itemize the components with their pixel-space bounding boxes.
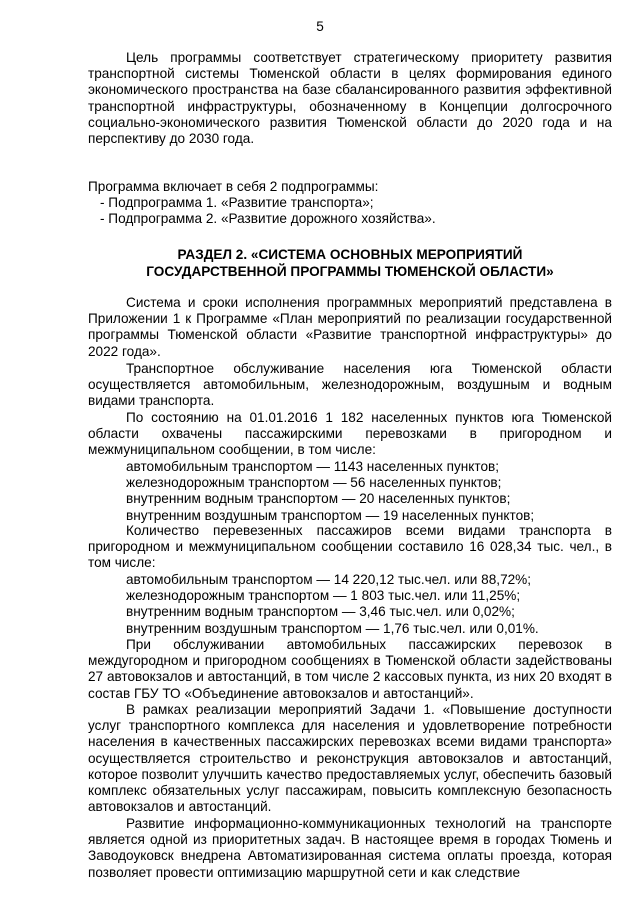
subprogram-item: - Подпрограмма 1. «Развитие транспорта»; — [100, 195, 374, 211]
passengers-list — [88, 572, 612, 637]
intro-paragraph: Цель программы соответствует стратегическому приоритету развития транспортной системы Тюменской области в целях формирования единого экономического пространства на базе сбалансированного развития эффективной транспортной инфраструктуры, обозначенному в Концепции долгосрочного социально-экономического развития Тюменской области до 2020 года и на перспективу до 2030 года. — [88, 50, 612, 147]
subprograms-block — [88, 179, 612, 228]
settlements-list — [88, 459, 612, 524]
list-item: железнодорожным транспортом — 1 803 тыс.чел. или 11,25%; — [126, 588, 521, 604]
list-item: внутренним водным транспортом — 3,46 тыс.чел. или 0,02%; — [126, 604, 515, 620]
paragraph-task-1: В рамках реализации мероприятий Задачи 1. «Повышение доступности услуг транспортного комплекса для населения и удовлетворение потребности населения в качественных пассажирских перевозках всеми видами транспорта» осуществляется строительство и реконструкция автовокзалов и автостанций, которое позволит улучшить качество предоставляемых услуг, обеспечить базовый комплекс обязательных услуг пассажирам, повысить комплексную безопасность автовокзалов и автостанций. — [88, 702, 612, 815]
paragraph-ict: Развитие информационно-коммуникационных технологий на транспорте является одной из приоритетных задач. В настоящее время в городах Тюмень и Заводоуковск внедрена Автоматизированная система оплаты проезда, которая позволяет провести оптимизацию маршрутной сети и как следствие — [88, 816, 612, 880]
paragraph-transport-service: Транспортное обслуживание населения юга Тюменской области осуществляется автомобильным, железнодорожным, воздушным и водным видами транспорта. — [88, 361, 612, 409]
paragraph-plan: Система и сроки исполнения программных мероприятий представлена в Приложении 1 к Программе «План мероприятий по реализации государственной программы Тюменской области «Развитие транспортной инфраструктуры» до 2022 года». — [88, 295, 612, 359]
list-item: внутренним водным транспортом — 20 населенных пунктов; — [126, 491, 511, 507]
list-item: автомобильным транспортом — 14 220,12 тыс.чел. или 88,72%; — [126, 572, 532, 587]
section-title-line: ГОСУДАРСТВЕННОЙ ПРОГРАММЫ ТЮМЕНСКОЙ ОБЛАСТИ» — [146, 264, 554, 279]
list-item: железнодорожным транспортом — 56 населенных пунктов; — [126, 475, 502, 491]
section-heading — [88, 246, 612, 280]
subprogram-item: - Подпрограмма 2. «Развитие дорожного хозяйства». — [100, 211, 436, 227]
page-number: 5 — [316, 19, 324, 34]
list-item: внутренним воздушным транспортом — 19 населенных пунктов; — [126, 507, 535, 523]
paragraph-settlements: По состоянию на 01.01.2016 1 182 населенных пунктов юга Тюменской области охвачены пассажирскими перевозками в пригородном и межмуниципальном сообщении, в том числе: — [88, 410, 612, 458]
list-item: автомобильным транспортом — 1143 населенных пунктов; — [126, 459, 500, 474]
list-item: внутренним воздушным транспортом — 1,76 тыс.чел. или 0,01%. — [126, 620, 539, 636]
section-title-line: РАЗДЕЛ 2. «СИСТЕМА ОСНОВНЫХ МЕРОПРИЯТИЙ — [177, 247, 523, 262]
subprograms-lead: Программа включает в себя 2 подпрограммы: — [88, 179, 379, 194]
paragraph-bus-stations: При обслуживании автомобильных пассажирских перевозок в междугородном и пригородном сообщениях в Тюменской области задействованы 27 автовокзалов и автостанций, в том числе 2 кассовых пункта, из них 20 входят в состав ГБУ ТО «Объединение автовокзалов и автостанций». — [88, 637, 612, 701]
paragraph-passengers: Количество перевезенных пассажиров всеми видами транспорта в пригородном и межмуниципальном сообщении составило 16 028,34 тыс. чел., в том числе: — [88, 523, 612, 571]
